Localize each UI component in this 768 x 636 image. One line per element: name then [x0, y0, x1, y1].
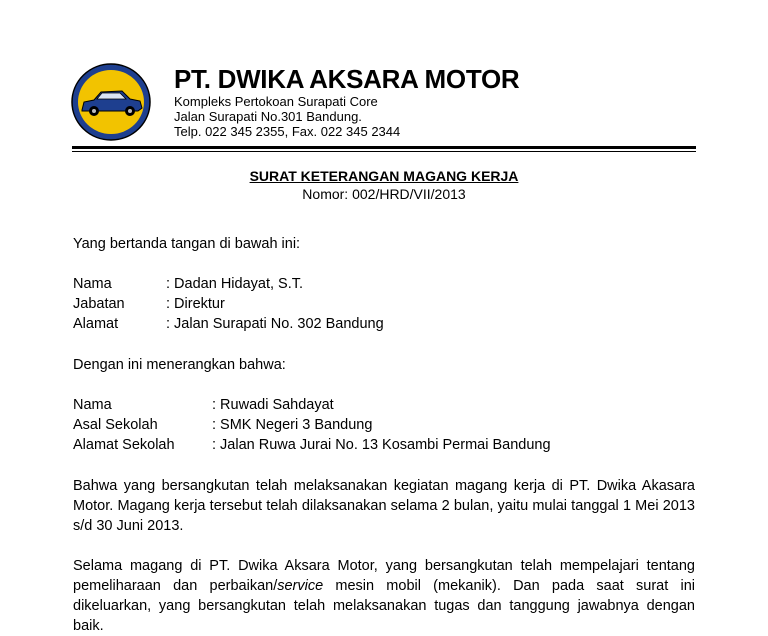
letter-title: SURAT KETERANGAN MAGANG KERJA	[249, 168, 519, 184]
field-label: Nama	[73, 276, 112, 292]
letterhead	[174, 64, 519, 139]
field-label: Nama	[73, 397, 112, 413]
contact-line: Telp. 022 345 2355, Fax. 022 345 2344	[174, 124, 401, 139]
body-text-italic: service	[277, 578, 324, 594]
field-value: : Jalan Ruwa Jurai No. 13 Kosambi Permai Bandung	[212, 437, 551, 453]
letter-number: Nomor: 002/HRD/VII/2013	[302, 186, 466, 202]
body-paragraph-2	[73, 556, 695, 636]
body-text: Selama magang di PT. Dwika Aksara Motor, yang bersangkutan telah mempelajari tentang pemeliharaan dan perbaikan/	[73, 558, 695, 594]
body-text: mesin mobil (mekanik). Dan pada saat surat ini dikeluarkan, yang bersangkutan telah melaksanakan tugas dan tanggung jawabnya dengan baik.	[73, 578, 696, 634]
address-line-2: Jalan Surapati No.301 Bandung.	[174, 109, 362, 124]
company-name: PT. DWIKA AKSARA MOTOR	[174, 64, 520, 94]
field-label: Alamat	[73, 316, 119, 332]
letterhead-divider-thin	[72, 151, 696, 152]
opening-text: Yang bertanda tangan di bawah ini:	[73, 236, 301, 252]
statement-text: Dengan ini menerangkan bahwa:	[73, 357, 286, 373]
field-value: : SMK Negeri 3 Bandung	[212, 417, 373, 433]
field-label: Jabatan	[73, 296, 125, 312]
field-value: : Direktur	[166, 296, 225, 312]
company-logo-car-icon	[70, 62, 152, 142]
field-value: : Dadan Hidayat, S.T.	[166, 276, 304, 292]
field-value: : Ruwadi Sahdayat	[212, 397, 334, 413]
field-value: : Jalan Surapati No. 302 Bandung	[166, 316, 384, 332]
body-paragraph-1: Bahwa yang bersangkutan telah melaksanakan kegiatan magang kerja di PT. Dwika Akasara Motor. Magang kerja tersebut telah dilaksanakan selama 2 bulan, yaitu mulai tanggal 1 Mei 2013 s/d 30 Juni 2013.	[73, 478, 695, 534]
address-line-1: Kompleks Pertokoan Surapati Core	[174, 94, 378, 109]
field-label: Asal Sekolah	[73, 417, 158, 433]
letterhead-divider-thick	[72, 146, 696, 149]
field-label: Alamat Sekolah	[73, 437, 175, 453]
